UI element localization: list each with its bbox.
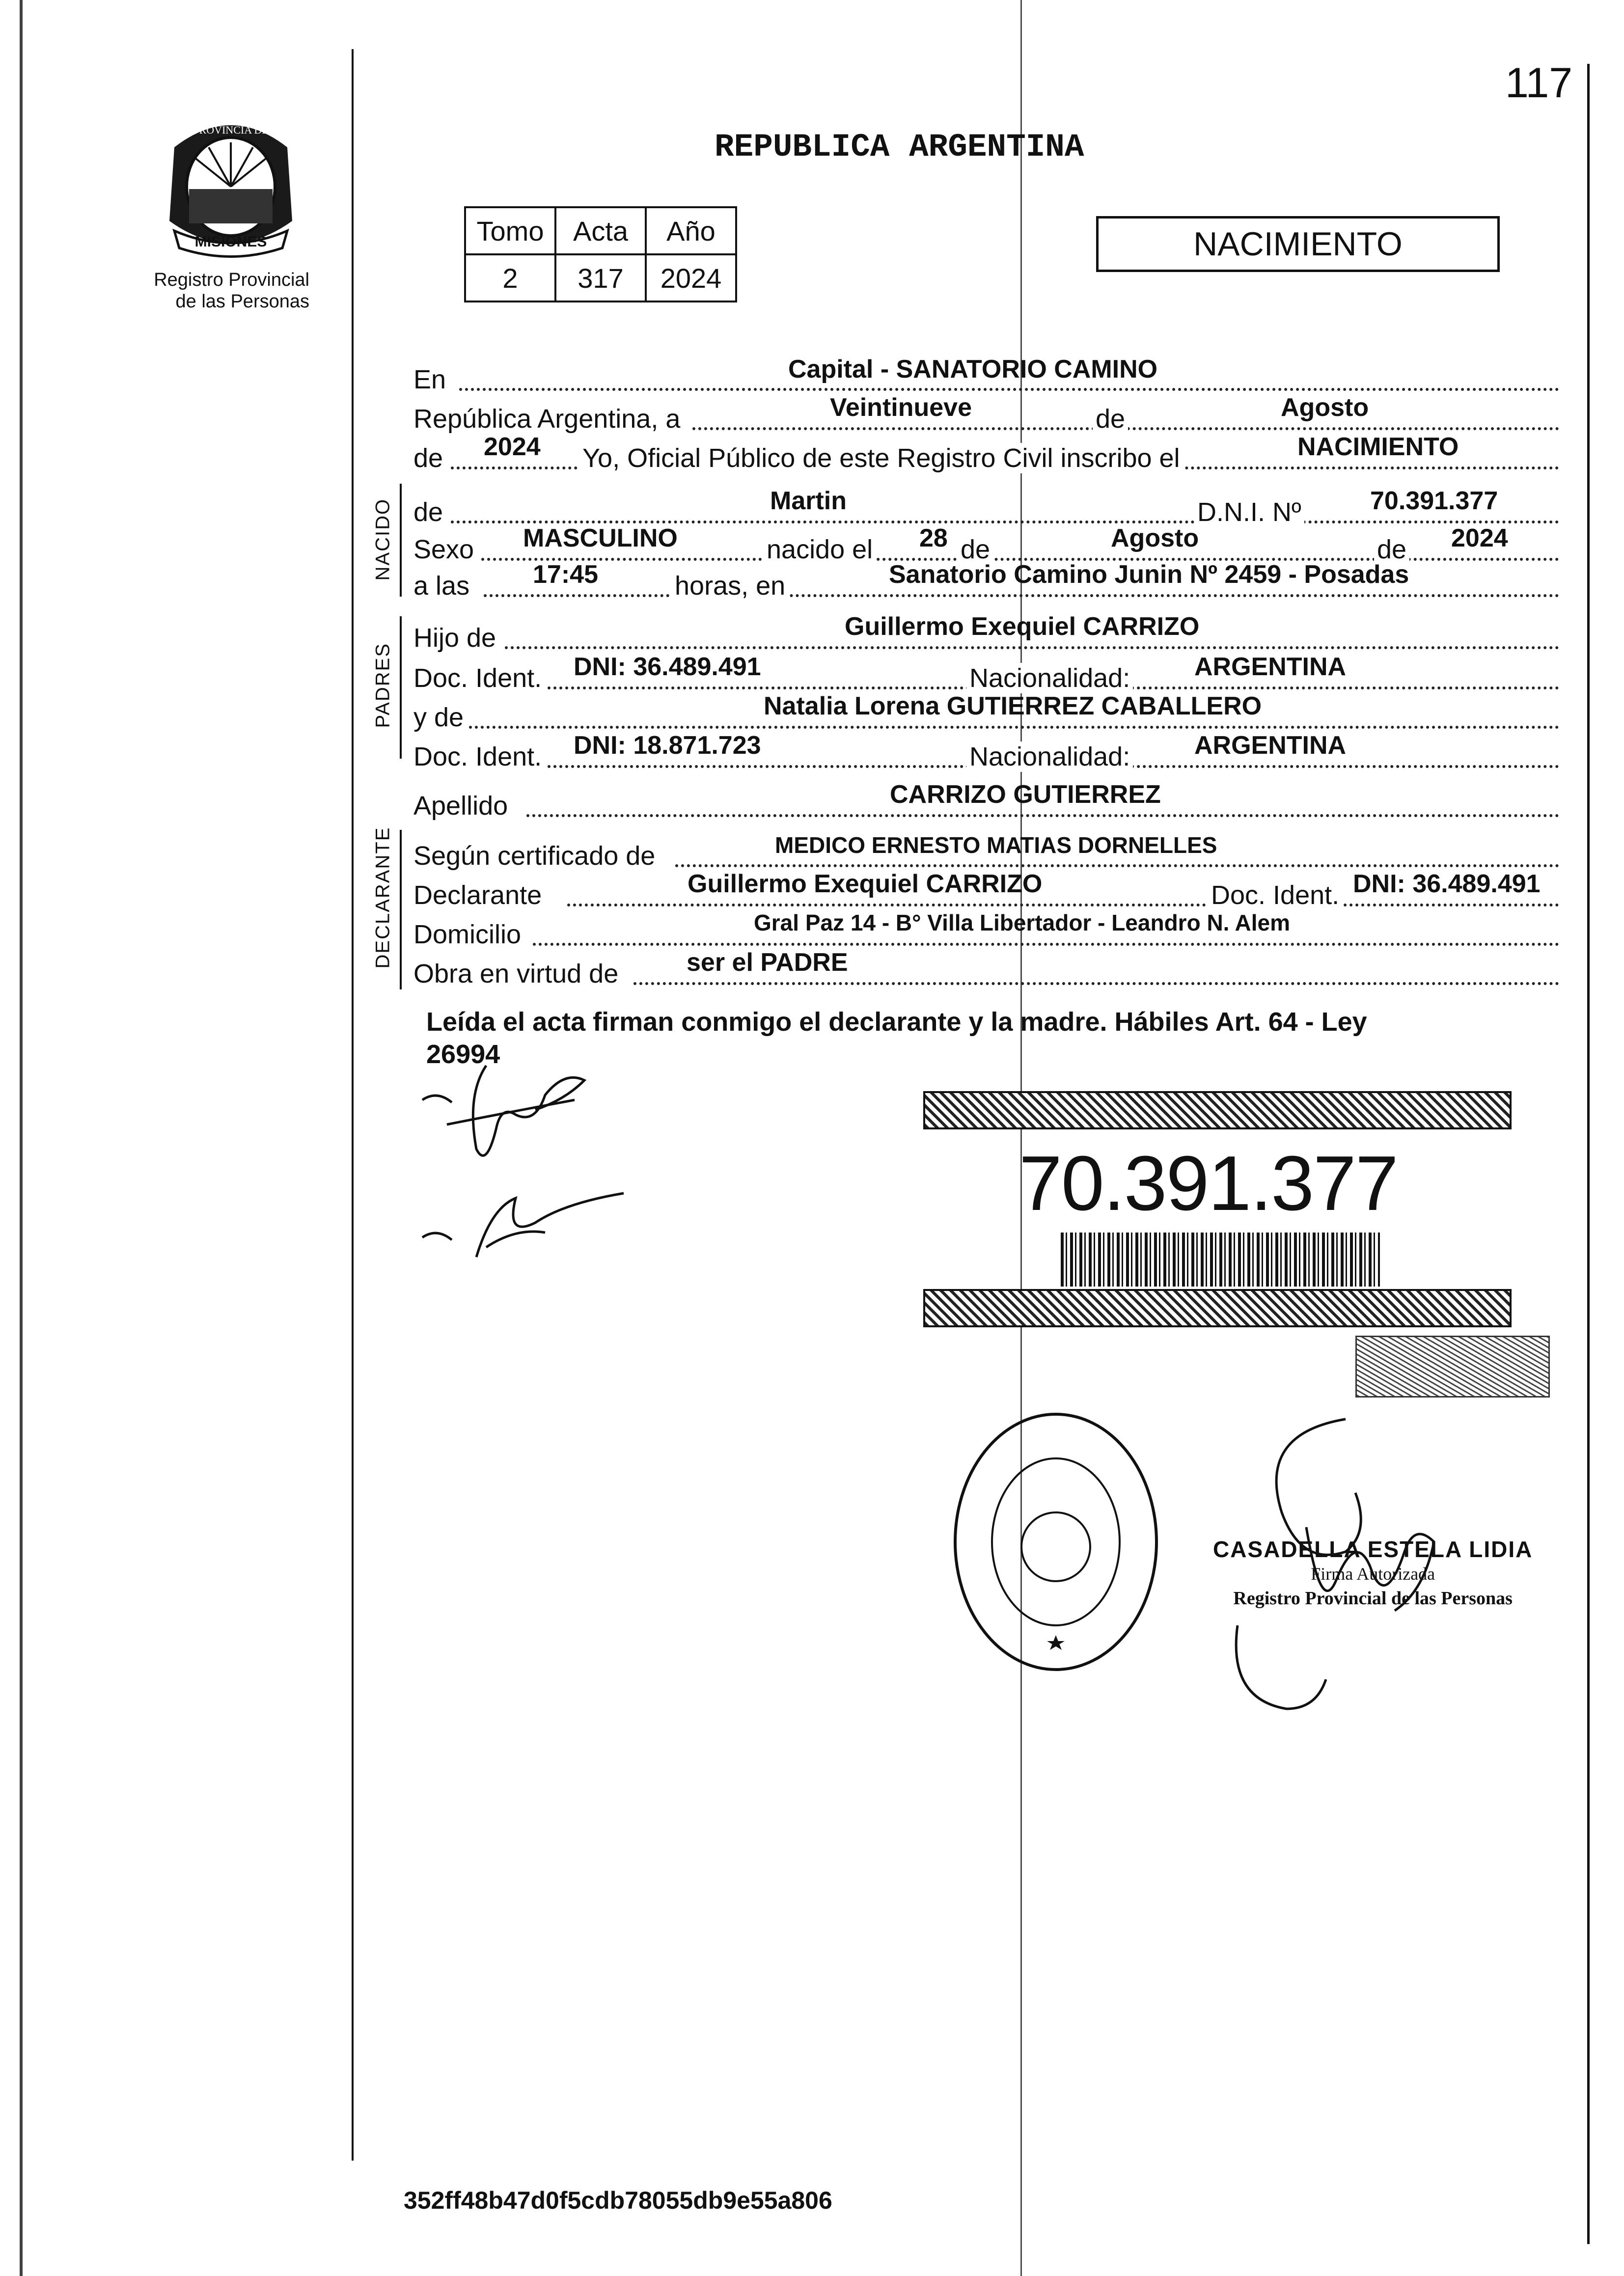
de3-label: de bbox=[413, 497, 443, 527]
mother-name: Natalia Lorena GUTIERREZ CABALLERO bbox=[764, 692, 1262, 720]
father-doc: DNI: 36.489.491 bbox=[574, 653, 761, 681]
yde-label: y de bbox=[413, 703, 464, 732]
acta-value: 317 bbox=[555, 254, 646, 302]
child-dni: 70.391.377 bbox=[1370, 487, 1498, 515]
de4-label: de bbox=[958, 534, 993, 565]
mother-doc: DNI: 18.871.723 bbox=[574, 731, 761, 760]
child-name: Martin bbox=[770, 487, 847, 515]
apellido-label: Apellido bbox=[413, 791, 508, 821]
time-dots bbox=[484, 594, 1559, 597]
certificado-value: MEDICO ERNESTO MATIAS DORNELLES bbox=[775, 832, 1217, 858]
acta-header: Acta bbox=[555, 207, 646, 254]
oficial-text: Yo, Oficial Público de este Registro Civil inscribo el bbox=[579, 443, 1183, 473]
nac2-label: Nacionalidad: bbox=[966, 741, 1133, 772]
document-hash: 352ff48b47d0f5cdb78055db9e55a806 bbox=[404, 2187, 832, 2214]
security-barcode bbox=[1061, 1233, 1380, 1287]
declarante-rule bbox=[400, 830, 402, 989]
birth-time: 17:45 bbox=[533, 560, 598, 589]
declarante-label: Declarante bbox=[413, 880, 542, 910]
de-label: de bbox=[1093, 404, 1128, 434]
hijo-label: Hijo de bbox=[413, 623, 496, 653]
domicilio-label: Domicilio bbox=[413, 920, 522, 949]
domicilio-dots bbox=[533, 943, 1559, 946]
apellido-value: CARRIZO GUTIERREZ bbox=[890, 780, 1161, 809]
padres-rule bbox=[400, 616, 402, 759]
declarante-section-label: DECLARANTE bbox=[372, 826, 394, 969]
de2-label: de bbox=[413, 443, 443, 473]
father-dots bbox=[505, 646, 1559, 649]
republica-label: República Argentina, a bbox=[413, 404, 681, 434]
obra-value: ser el PADRE bbox=[687, 948, 848, 977]
declarante-value: Guillermo Exequiel CARRIZO bbox=[688, 870, 1043, 898]
mother-signature bbox=[417, 1179, 633, 1267]
en-label: En bbox=[413, 365, 446, 394]
official-seal bbox=[948, 1404, 1164, 1679]
authority-role: Firma Autorizada bbox=[1311, 1564, 1435, 1584]
authority-office: Registro Provincial de las Personas bbox=[1233, 1588, 1513, 1609]
record-table bbox=[464, 206, 737, 302]
form-left-rule bbox=[352, 49, 354, 2161]
birth-day: 28 bbox=[919, 524, 948, 552]
page-number: 117 bbox=[1505, 59, 1573, 107]
security-hologram bbox=[1355, 1336, 1550, 1398]
birth-year: 2024 bbox=[1451, 524, 1508, 552]
mother-nationality: ARGENTINA bbox=[1194, 731, 1347, 760]
registry-name bbox=[113, 269, 309, 312]
en-value: Capital - SANATORIO CAMINO bbox=[788, 355, 1158, 384]
apellido-dots bbox=[526, 814, 1559, 817]
sexo-value: MASCULINO bbox=[523, 524, 678, 552]
father-nationality: ARGENTINA bbox=[1194, 653, 1347, 681]
certificado-label: Según certificado de bbox=[413, 841, 656, 871]
tomo-value: 2 bbox=[465, 254, 555, 302]
fold-line bbox=[1020, 0, 1022, 2276]
svg-text:MISIONES: MISIONES bbox=[194, 234, 267, 250]
nacido-section-label: NACIDO bbox=[372, 498, 394, 581]
declarante-dots bbox=[567, 904, 1559, 906]
en-dots bbox=[459, 388, 1559, 391]
padres-section-label: PADRES bbox=[372, 642, 394, 728]
ano-value: 2024 bbox=[646, 254, 736, 302]
misiones-emblem bbox=[155, 108, 307, 260]
mother-dots bbox=[469, 726, 1559, 729]
right-border bbox=[1587, 64, 1590, 2244]
horas-label: horas, en bbox=[672, 571, 788, 601]
a-las-label: a las bbox=[413, 571, 470, 601]
obra-dots bbox=[633, 982, 1559, 985]
registry-line-1: Registro Provincial bbox=[154, 270, 309, 290]
sexo-label: Sexo bbox=[413, 535, 474, 564]
closing-line-2: 26994 bbox=[426, 1040, 500, 1069]
security-band-bottom bbox=[923, 1289, 1512, 1327]
authority-stamp bbox=[1213, 1537, 1533, 1611]
security-band-top bbox=[923, 1091, 1512, 1129]
declarant-signature bbox=[417, 1056, 594, 1174]
svg-text:PROVINCIA DE: PROVINCIA DE bbox=[193, 124, 269, 136]
tomo-header: Tomo bbox=[465, 207, 555, 254]
year: 2024 bbox=[484, 433, 541, 461]
birth-place: Sanatorio Camino Junin Nº 2459 - Posadas bbox=[889, 560, 1409, 589]
declarante-doc: DNI: 36.489.491 bbox=[1353, 870, 1541, 898]
nac1-label: Nacionalidad: bbox=[966, 663, 1133, 693]
domicilio-value: Gral Paz 14 - B° Villa Libertador - Leandro N. Alem bbox=[754, 910, 1291, 935]
obra-label: Obra en virtud de bbox=[413, 959, 619, 988]
month: Agosto bbox=[1281, 393, 1369, 422]
ano-header: Año bbox=[646, 207, 736, 254]
record-type: NACIMIENTO bbox=[1193, 225, 1403, 263]
birth-month: Agosto bbox=[1111, 524, 1199, 552]
doc1-label: Doc. Ident. bbox=[413, 663, 542, 693]
security-number: 70.391.377 bbox=[1019, 1140, 1398, 1227]
certificado-dots bbox=[675, 864, 1559, 867]
doc2-label: Doc. Ident. bbox=[413, 742, 542, 771]
de5-label: de bbox=[1374, 534, 1409, 565]
father-name: Guillermo Exequiel CARRIZO bbox=[845, 612, 1200, 641]
closing-line-1: Leída el acta firman conmigo el declarante y la madre. Hábiles Art. 64 - Ley bbox=[426, 1007, 1367, 1037]
doc3-label: Doc. Ident. bbox=[1208, 880, 1342, 910]
scan-margin-line bbox=[20, 0, 23, 2276]
country-heading: REPUBLICA ARGENTINA bbox=[715, 129, 1084, 165]
record-type-box bbox=[1096, 216, 1500, 272]
dni-label: D.N.I. Nº bbox=[1194, 497, 1304, 527]
nacido-label: nacido el bbox=[764, 534, 876, 565]
inscribe-value: NACIMIENTO bbox=[1297, 433, 1459, 461]
registry-line-2: de las Personas bbox=[175, 291, 309, 312]
day-words: Veintinueve bbox=[830, 393, 972, 422]
nacido-rule bbox=[400, 484, 402, 597]
authority-name: CASADELLA ESTELA LIDIA bbox=[1213, 1536, 1533, 1562]
